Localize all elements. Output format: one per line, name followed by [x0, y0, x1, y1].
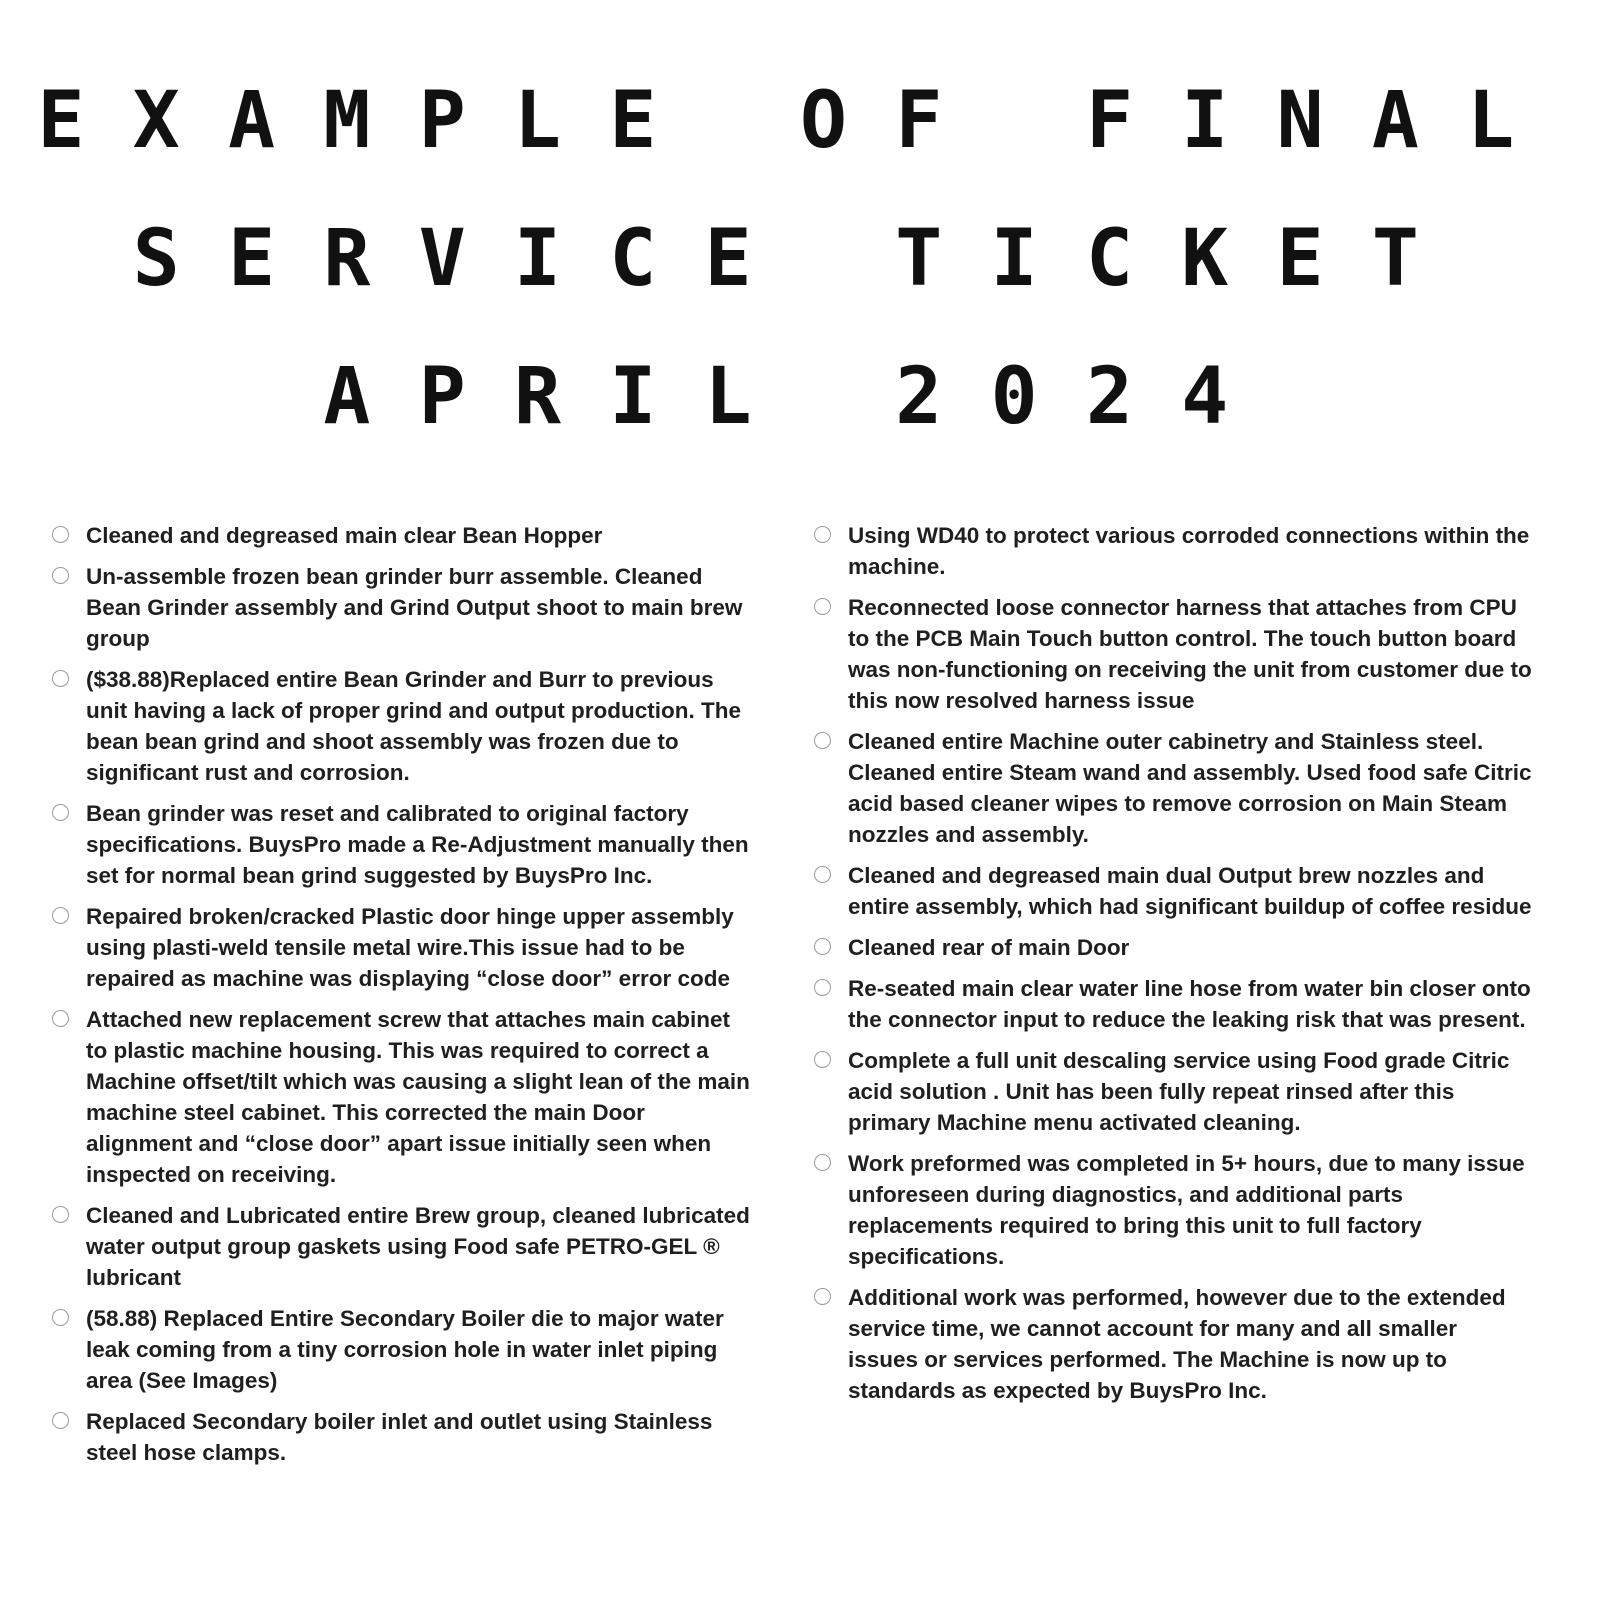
- radio-circle-icon[interactable]: [814, 526, 831, 543]
- title-line-1: EXAMPLE OF FINAL: [37, 76, 1563, 166]
- radio-circle-icon[interactable]: [52, 670, 69, 687]
- radio-circle-icon[interactable]: [814, 1288, 831, 1305]
- item-text: Using WD40 to protect various corroded connections within the machine.: [848, 523, 1530, 579]
- radio-circle-icon[interactable]: [814, 1051, 831, 1068]
- list-item[interactable]: [812, 860, 1532, 922]
- list-item[interactable]: [812, 1045, 1532, 1138]
- radio-circle-icon[interactable]: [52, 804, 69, 821]
- radio-circle-icon[interactable]: [814, 866, 831, 883]
- item-text: Work preformed was completed in 5+ hours, due to many issue unforeseen during diagnostics, and additional parts replacements required to bring this unit to full factory specifications.: [848, 1151, 1525, 1269]
- list-item[interactable]: [50, 561, 750, 654]
- title-line-2: SERVICE TICKET: [132, 214, 1468, 304]
- list-item[interactable]: [812, 1148, 1532, 1272]
- item-text: Complete a full unit descaling service using Food grade Citric acid solution . Unit has been fully repeat rinsed after this primary Machine menu activated cleaning.: [848, 1048, 1510, 1135]
- list-item[interactable]: [812, 520, 1532, 582]
- list-item[interactable]: [50, 664, 750, 788]
- item-text: Attached new replacement screw that attaches main cabinet to plastic machine housing. This was required to correct a Machine offset/tilt which was causing a slight lean of the main machine steel cabinet. This corrected the main Door alignment and “close door” apart issue initially seen when inspected on receiving.: [86, 1007, 750, 1187]
- left-column-viewport: [0, 500, 800, 1496]
- list-item[interactable]: [812, 592, 1532, 716]
- list-item[interactable]: [50, 520, 750, 551]
- list-item[interactable]: [50, 1004, 750, 1190]
- list-item[interactable]: [812, 932, 1532, 963]
- item-text: Cleaned entire Machine outer cabinetry and Stainless steel. Cleaned entire Steam wand and assembly. Used food safe Citric acid based cleaner wipes to remove corrosion on Main Steam nozzles and assembly.: [848, 729, 1532, 847]
- list-item[interactable]: [50, 1200, 750, 1293]
- item-text: Cleaned and degreased main dual Output brew nozzles and entire assembly, which had significant buildup of coffee residue: [848, 863, 1532, 919]
- radio-circle-icon[interactable]: [814, 732, 831, 749]
- item-text: Bean grinder was reset and calibrated to original factory specifications. BuysPro made a Re-Adjustment manually then set for normal bean grind suggested by BuysPro Inc.: [86, 801, 749, 888]
- list-item[interactable]: [50, 1406, 750, 1468]
- list-item[interactable]: [812, 726, 1532, 850]
- radio-circle-icon[interactable]: [814, 1154, 831, 1171]
- list-item[interactable]: [812, 973, 1532, 1035]
- item-text: Un-assemble frozen bean grinder burr assemble. Cleaned Bean Grinder assembly and Grind Output shoot to main brew group: [86, 564, 743, 651]
- radio-circle-icon[interactable]: [52, 1309, 69, 1326]
- radio-circle-icon[interactable]: [52, 1010, 69, 1027]
- item-text: Re-seated main clear water line hose from water bin closer onto the connector input to reduce the leaking risk that was present.: [848, 976, 1531, 1032]
- item-text: Cleaned and degreased main clear Bean Hopper: [86, 523, 603, 548]
- list-item[interactable]: [50, 798, 750, 891]
- right-checklist: [812, 520, 1532, 1416]
- radio-circle-icon[interactable]: [814, 979, 831, 996]
- radio-circle-icon[interactable]: [52, 907, 69, 924]
- item-text: Additional work was performed, however due to the extended service time, we cannot account for many and all smaller issues or services performed. The Machine is now up to standards as expected by BuysPro Inc.: [848, 1285, 1506, 1403]
- list-item[interactable]: [50, 901, 750, 994]
- radio-circle-icon[interactable]: [52, 1206, 69, 1223]
- radio-circle-icon[interactable]: [52, 526, 69, 543]
- radio-circle-icon[interactable]: [814, 938, 831, 955]
- item-text: ($38.88)Replaced entire Bean Grinder and Burr to previous unit having a lack of proper grind and output production. The bean bean grind and shoot assembly was frozen due to significant rust and corrosion.: [86, 667, 741, 785]
- radio-circle-icon[interactable]: [52, 567, 69, 584]
- item-text: Reconnected loose connector harness that attaches from CPU to the PCB Main Touch button control. The touch button board was non-functioning on receiving the unit from customer due to this now resolved harness issue: [848, 595, 1532, 713]
- list-item[interactable]: [50, 1303, 750, 1396]
- left-checklist: [50, 520, 750, 1478]
- item-text: Cleaned and Lubricated entire Brew group, cleaned lubricated water output group gaskets using Food safe PETRO-GEL ® lubricant: [86, 1203, 750, 1290]
- list-item[interactable]: [812, 1282, 1532, 1406]
- radio-circle-icon[interactable]: [814, 598, 831, 615]
- item-text: Replaced Secondary boiler inlet and outlet using Stainless steel hose clamps.: [86, 1409, 713, 1465]
- item-text: Repaired broken/cracked Plastic door hinge upper assembly using plasti-weld tensile metal wire.This issue had to be repaired as machine was displaying “close door” error code: [86, 904, 734, 991]
- radio-circle-icon[interactable]: [52, 1412, 69, 1429]
- item-text: (58.88) Replaced Entire Secondary Boiler die to major water leak coming from a tiny corrosion hole in water inlet piping area (See Images): [86, 1306, 724, 1393]
- item-text: Cleaned rear of main Door: [848, 935, 1130, 960]
- title-line-3: APRIL 2024: [323, 352, 1277, 442]
